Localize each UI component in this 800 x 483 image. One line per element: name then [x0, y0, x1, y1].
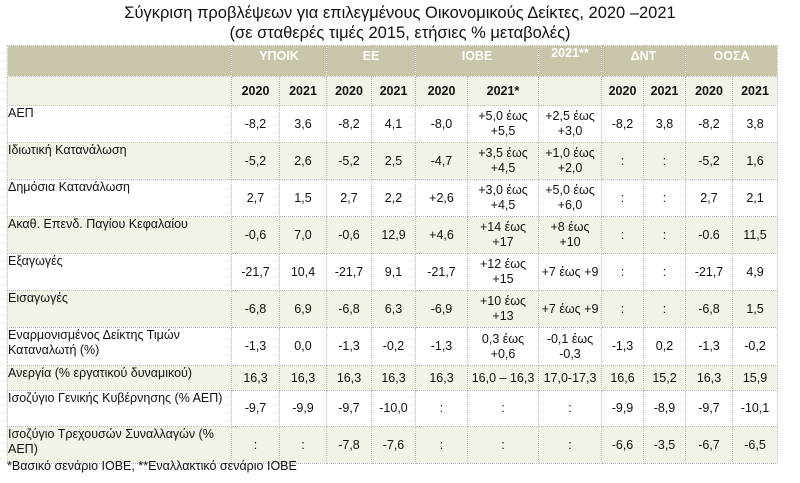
year-header: 2021 [372, 77, 416, 106]
value-cell: -5,2 [686, 143, 733, 180]
value-cell: +14 έως +17 [468, 217, 539, 254]
table-row [8, 291, 778, 328]
value-cell: -8,0 [416, 106, 468, 143]
year-header: 2020 [416, 77, 468, 106]
value-cell: 3,8 [644, 106, 686, 143]
value-cell: : [416, 427, 468, 464]
value-cell: -21,7 [327, 254, 372, 291]
value-cell: 12,9 [372, 217, 416, 254]
row-label: Εισαγωγές [8, 291, 232, 328]
table-row [8, 254, 778, 291]
value-cell: +2,6 [416, 180, 468, 217]
value-cell: -10,1 [733, 391, 778, 427]
year-header: 2020 [232, 77, 280, 106]
table-row [8, 217, 778, 254]
value-cell: : [468, 427, 539, 464]
year-header: 2021 [733, 77, 778, 106]
value-cell: 16,3 [686, 366, 733, 391]
year-header: 2020 [686, 77, 733, 106]
value-cell: +2,5 έως +3,0 [539, 106, 602, 143]
table-row [8, 391, 778, 427]
value-cell: 2,7 [232, 180, 280, 217]
title-line-1: Σύγκριση προβλέψεων για επιλεγμένους Οικονομικούς Δείκτες, 2020 –2021 [124, 4, 676, 22]
table-row [8, 427, 778, 464]
value-cell: : [416, 391, 468, 427]
value-cell: -7,6 [372, 427, 416, 464]
value-cell: +4,6 [416, 217, 468, 254]
value-cell: -6,9 [416, 291, 468, 328]
table-body [8, 46, 778, 464]
value-cell: -1,3 [686, 328, 733, 366]
value-cell: : [602, 217, 644, 254]
value-cell: -5,2 [327, 143, 372, 180]
value-cell: 2,1 [733, 180, 778, 217]
value-cell: -0.6 [686, 217, 733, 254]
value-cell: 6,3 [372, 291, 416, 328]
value-cell: -0,6 [327, 217, 372, 254]
value-cell: 4,9 [733, 254, 778, 291]
value-cell: 11,5 [733, 217, 778, 254]
row-label: Ισοζύγιο Τρεχουσών Συναλλαγών (% ΑΕΠ) [8, 427, 232, 464]
value-cell: 10,4 [280, 254, 327, 291]
value-cell: : [468, 391, 539, 427]
value-cell: -6,7 [686, 427, 733, 464]
value-cell: 3,8 [733, 106, 778, 143]
value-cell: 16,3 [372, 366, 416, 391]
value-cell: +7 έως +9 [539, 254, 602, 291]
value-cell: : [232, 427, 280, 464]
value-cell: : [644, 217, 686, 254]
value-cell: +5,0 έως +6,0 [539, 180, 602, 217]
value-cell: : [602, 254, 644, 291]
value-cell: 16,3 [416, 366, 468, 391]
value-cell: +8 έως +10 [539, 217, 602, 254]
group-header-row [8, 46, 778, 77]
value-cell: 17,0-17,3 [539, 366, 602, 391]
value-cell: -1,3 [232, 328, 280, 366]
row-label: Εναρμονισμένος Δείκτης Τιμών Καταναλωτή (%) [8, 328, 232, 366]
value-cell: +12 έως +15 [468, 254, 539, 291]
value-cell: : [602, 180, 644, 217]
row-label: Ιδιωτική Κατανάλωση [8, 143, 232, 180]
group-header-oecd: ΟΟΣΑ [686, 46, 778, 77]
value-cell: 16,6 [602, 366, 644, 391]
table-row [8, 366, 778, 391]
value-cell: -7,8 [327, 427, 372, 464]
value-cell: 2,5 [372, 143, 416, 180]
value-cell: : [602, 143, 644, 180]
year-header: 2021* [468, 77, 539, 106]
value-cell: 7,0 [280, 217, 327, 254]
header-corner [8, 46, 232, 77]
value-cell: : [539, 427, 602, 464]
group-header-ee: ΕΕ [327, 46, 416, 77]
value-cell: -10,0 [372, 391, 416, 427]
value-cell: 1,5 [733, 291, 778, 328]
value-cell: : [644, 291, 686, 328]
value-cell: : [602, 291, 644, 328]
value-cell: -3,5 [644, 427, 686, 464]
value-cell: 2,6 [280, 143, 327, 180]
value-cell: 0,2 [644, 328, 686, 366]
row-label: Δημόσια Κατανάλωση [8, 180, 232, 217]
year-header: 2020 [602, 77, 644, 106]
group-header-ypoik: ΥΠΟΙΚ [232, 46, 327, 77]
value-cell: -4,7 [416, 143, 468, 180]
value-cell: : [644, 254, 686, 291]
value-cell: +3,0 έως +4,5 [468, 180, 539, 217]
table-row [8, 328, 778, 366]
value-cell: -21,7 [686, 254, 733, 291]
value-cell: -0,2 [372, 328, 416, 366]
row-label: Ανεργία (% εργατικού δυναμικού) [8, 366, 232, 391]
value-cell: -9,7 [686, 391, 733, 427]
table-row [8, 106, 778, 143]
value-cell: 2,7 [327, 180, 372, 217]
value-cell: : [539, 391, 602, 427]
group-header-iobe: ΙΟΒΕ [416, 46, 539, 77]
value-cell: 0,3 έως +0,6 [468, 328, 539, 366]
group-header-iobe-alt: 2021** [539, 46, 602, 77]
value-cell: 16,3 [232, 366, 280, 391]
year-header-empty [539, 77, 602, 106]
value-cell: -1,3 [416, 328, 468, 366]
value-cell: 15,2 [644, 366, 686, 391]
year-header-row [8, 77, 778, 106]
value-cell: -9,9 [602, 391, 644, 427]
value-cell: : [644, 180, 686, 217]
value-cell: 16,3 [280, 366, 327, 391]
value-cell: -8,2 [602, 106, 644, 143]
value-cell: -21,7 [416, 254, 468, 291]
value-cell: : [280, 427, 327, 464]
value-cell: -6,5 [733, 427, 778, 464]
value-cell: -0,1 έως -0,3 [539, 328, 602, 366]
value-cell: -8,2 [232, 106, 280, 143]
title-line-2: (σε σταθερές τιμές 2015, ετήσιες % μεταβολές) [229, 24, 571, 42]
forecast-comparison-table [7, 45, 778, 464]
value-cell: 1,5 [280, 180, 327, 217]
row-label: ΑΕΠ [8, 106, 232, 143]
row-label: Ισοζύγιο Γενικής Κυβέρνησης (% ΑΕΠ) [8, 391, 232, 427]
value-cell: +10 έως +13 [468, 291, 539, 328]
row-label: Ακαθ. Επενδ. Παγίου Κεφαλαίου [8, 217, 232, 254]
value-cell: -8,2 [686, 106, 733, 143]
value-cell: 3,6 [280, 106, 327, 143]
value-cell: 1,6 [733, 143, 778, 180]
value-cell: +7 έως +9 [539, 291, 602, 328]
value-cell: -6,8 [686, 291, 733, 328]
value-cell: 2,7 [686, 180, 733, 217]
value-cell: -9,7 [232, 391, 280, 427]
value-cell: : [644, 143, 686, 180]
value-cell: -0,6 [232, 217, 280, 254]
value-cell: 15,9 [733, 366, 778, 391]
value-cell: -8,2 [327, 106, 372, 143]
table-row [8, 143, 778, 180]
value-cell: 0,0 [280, 328, 327, 366]
value-cell: 4,1 [372, 106, 416, 143]
value-cell: -9,9 [280, 391, 327, 427]
value-cell: -6,6 [602, 427, 644, 464]
value-cell: -21,7 [232, 254, 280, 291]
table-title [0, 3, 800, 43]
year-header-corner [8, 77, 232, 106]
value-cell: 16,3 [327, 366, 372, 391]
table-row [8, 180, 778, 217]
value-cell: 9,1 [372, 254, 416, 291]
value-cell: -6,8 [232, 291, 280, 328]
value-cell: 6,9 [280, 291, 327, 328]
row-label: Εξαγωγές [8, 254, 232, 291]
value-cell: -6,8 [327, 291, 372, 328]
group-header-imf: ΔΝΤ [602, 46, 686, 77]
footnote: *Βασικό σενάριο ΙΟΒΕ, **Εναλλακτικό σενάριο ΙΟΒΕ [7, 459, 297, 473]
year-header: 2021 [280, 77, 327, 106]
value-cell: -1,3 [327, 328, 372, 366]
value-cell: -0,2 [733, 328, 778, 366]
value-cell: -1,3 [602, 328, 644, 366]
year-header: 2021 [644, 77, 686, 106]
value-cell: +3,5 έως +4,5 [468, 143, 539, 180]
value-cell: +5,0 έως +5,5 [468, 106, 539, 143]
year-header: 2020 [327, 77, 372, 106]
value-cell: 2,2 [372, 180, 416, 217]
value-cell: -5,2 [232, 143, 280, 180]
value-cell: 16,0 – 16,3 [468, 366, 539, 391]
value-cell: -8,9 [644, 391, 686, 427]
value-cell: +1,0 έως +2,0 [539, 143, 602, 180]
value-cell: -9,7 [327, 391, 372, 427]
